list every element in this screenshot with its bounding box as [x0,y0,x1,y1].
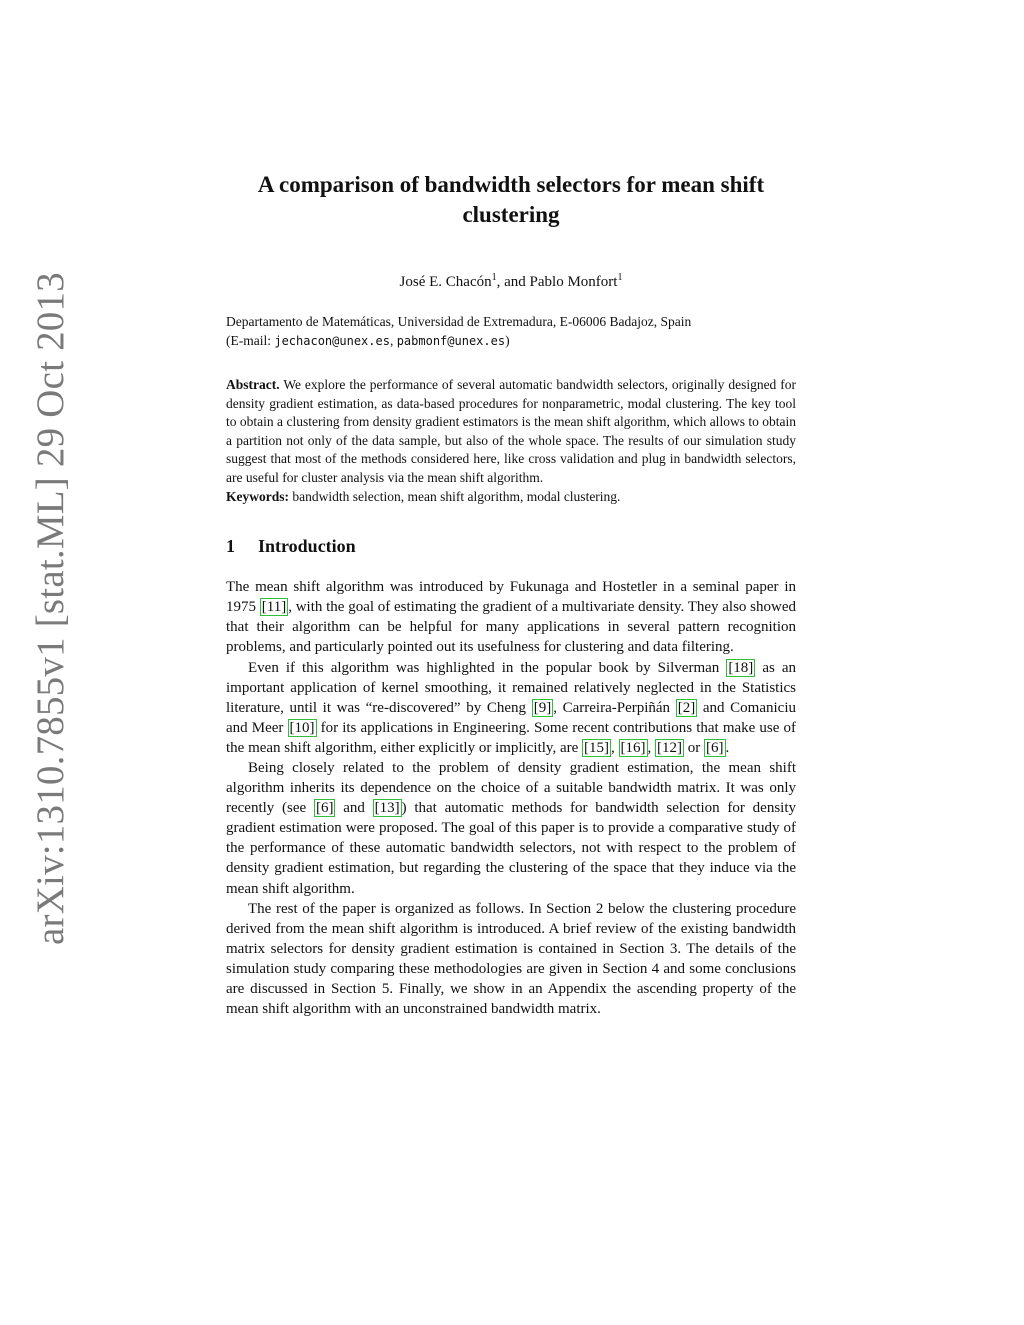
section-heading [226,536,796,557]
citation-link[interactable]: [16] [620,739,646,756]
citation-link[interactable]: [15] [584,739,610,756]
paragraph-text: The mean shift algorithm was introduced by Fukunaga and Hostetler in a seminal paper in 1975 [226,579,796,616]
arxiv-identifier: arXiv:1310.7855v1 [stat.ML] 29 Oct 2013 [29,272,72,945]
email-link[interactable]: pabmonf@unex.es [396,333,506,348]
abstract-text: We explore the performance of several automatic bandwidth selectors, originally designed for density gradient estimation, as data-based procedures for nonparametric, modal clustering. The key tool to obtain a clustering from density gradient estimators is the mean shift algorithm, which allows to obtain a partition not only of the data sample, but also of the whole space. The results of our simulation study suggest that most of the methods considered here, like cross validation and plug in bandwidth selectors, are useful for cluster analysis via the mean shift algorithm. [226,377,796,485]
author-separator: , and [496,274,530,290]
affiliation-block [226,313,796,350]
paragraph-text: or [684,739,705,756]
paragraph [226,758,796,899]
affiliation-marker: 1 [491,272,497,283]
paragraph-text: Being closely related to the problem of density gradient estimation, the mean shift algorithm inherits its dependence on the choice of a suitable bandwidth matrix. It was only recently (see [226,760,796,817]
section-title: Introduction [258,536,356,557]
abstract-label: Abstract. [226,377,280,392]
paragraph [226,658,796,758]
email-separator: , [389,332,397,348]
paper-title: A comparison of bandwidth selectors for mean shift clustering [257,172,765,227]
email-link[interactable]: jechacon@unex.es [274,333,390,348]
abstract-block [226,376,796,506]
affiliation-marker: 1 [617,272,623,283]
citation-link[interactable]: [6] [315,800,334,817]
paragraph-text: , Carreira-Perpiñán [553,699,676,716]
citation-link[interactable]: [12] [657,739,683,756]
citation-link[interactable]: [13] [374,800,400,817]
paragraph-text: ) that automatic methods for bandwidth selection for density gradient estimation were proposed. The goal of this paper is to provide a comparative study of the performance of these automatic bandwidth selectors, not with respect to the problem of density gradient estimation, but regarding the clustering of the space that they induce via the mean shift algorithm. [226,800,796,897]
email-suffix: ) [505,332,510,348]
paragraph [226,577,796,657]
paragraph-text: . [725,739,730,756]
paragraph-text: , [611,739,619,756]
paragraph-text: , [647,739,656,756]
paragraph-text: Even if this algorithm was highlighted in the popular book by Silverman [248,659,727,676]
paper-page [226,170,796,1019]
email-prefix: (E-mail: [226,332,275,348]
paragraph: The rest of the paper is organized as follows. In Section 2 below the clustering procedure derived from the mean shift algorithm is introduced. A brief review of the existing bandwidth matrix selectors for density gradient estimation is contained in Section 3. The details of the simulation study comparing these methodologies are given in Section 4 and some conclusions are discussed in Section 5. Finally, we show in an Appendix the ascending property of the mean shift algorithm with an unconstrained bandwidth matrix. [226,900,796,1018]
keywords-text: bandwidth selection, mean shift algorithm, modal clustering. [292,488,621,504]
email-line [226,332,796,351]
paragraph-text: for its applications in Engineering. Some recent contributions that make use of the mean shift algorithm, either explicitly or implicitly, are [226,719,796,756]
section-number: 1 [226,536,235,557]
paragraph-text: as an important application of kernel smoothing, it remained relatively neglected in the Statistics literature, until it was “re-discovered” by Cheng [226,659,796,716]
author-line [226,272,796,291]
citation-link[interactable]: [6] [706,739,724,756]
keywords-label: Keywords: [226,488,289,504]
citation-link[interactable]: [10] [289,719,315,736]
citation-link[interactable]: [2] [677,699,696,716]
citation-link[interactable]: [18] [728,659,754,676]
citation-link[interactable]: [11] [261,599,287,616]
author-name: José E. Chacón [399,274,492,290]
author-name: Pablo Monfort [529,274,618,290]
paragraph-text: and [335,800,373,817]
citation-link[interactable]: [9] [533,699,552,716]
paragraph-text: and Comaniciu and Meer [226,699,796,736]
paragraph-text: , with the goal of estimating the gradient of a multivariate density. They also showed that their algorithm can be helpful for many applications in several pattern recognition problems, and particularly pointed out its usefulness for clustering and data filtering. [226,599,797,656]
affiliation-text: Departamento de Matemáticas, Universidad de Extremadura, E-06006 Badajoz, Spain [226,314,692,329]
